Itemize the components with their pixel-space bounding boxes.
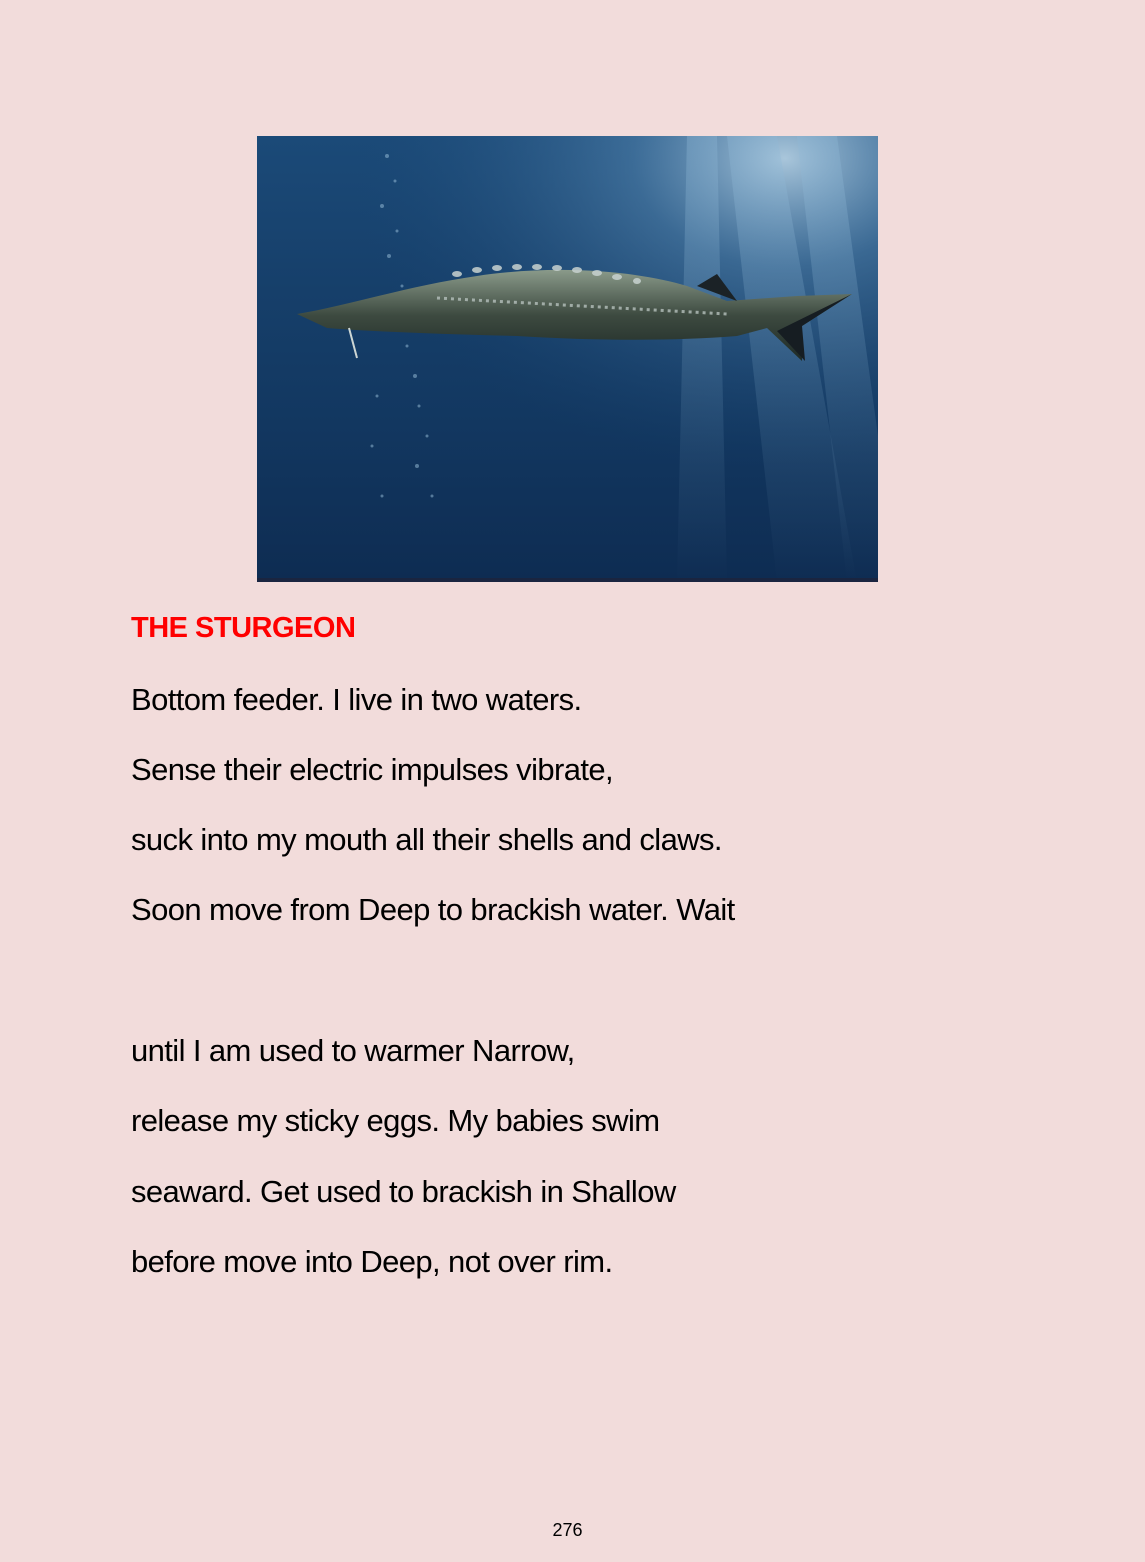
photo-bottom-edge <box>257 578 878 582</box>
poem-line: Soon move from Deep to brackish water. Wait <box>131 892 735 927</box>
poem-line: seaward. Get used to brackish in Shallow <box>131 1174 676 1209</box>
poem-line: Sense their electric impulses vibrate, <box>131 752 614 787</box>
poem-title: THE STURGEON <box>131 612 356 644</box>
poem-line: until I am used to warmer Narrow, <box>131 1033 575 1068</box>
sturgeon-illustration-icon <box>257 136 878 582</box>
poem-line: Bottom feeder. I live in two waters. <box>131 682 582 717</box>
poem-line: before move into Deep, not over rim. <box>131 1244 613 1279</box>
poem-line: suck into my mouth all their shells and claws. <box>131 822 722 857</box>
sturgeon-photo <box>257 136 878 582</box>
poem-line: release my sticky eggs. My babies swim <box>131 1103 660 1138</box>
page-number: 276 <box>552 1520 583 1540</box>
